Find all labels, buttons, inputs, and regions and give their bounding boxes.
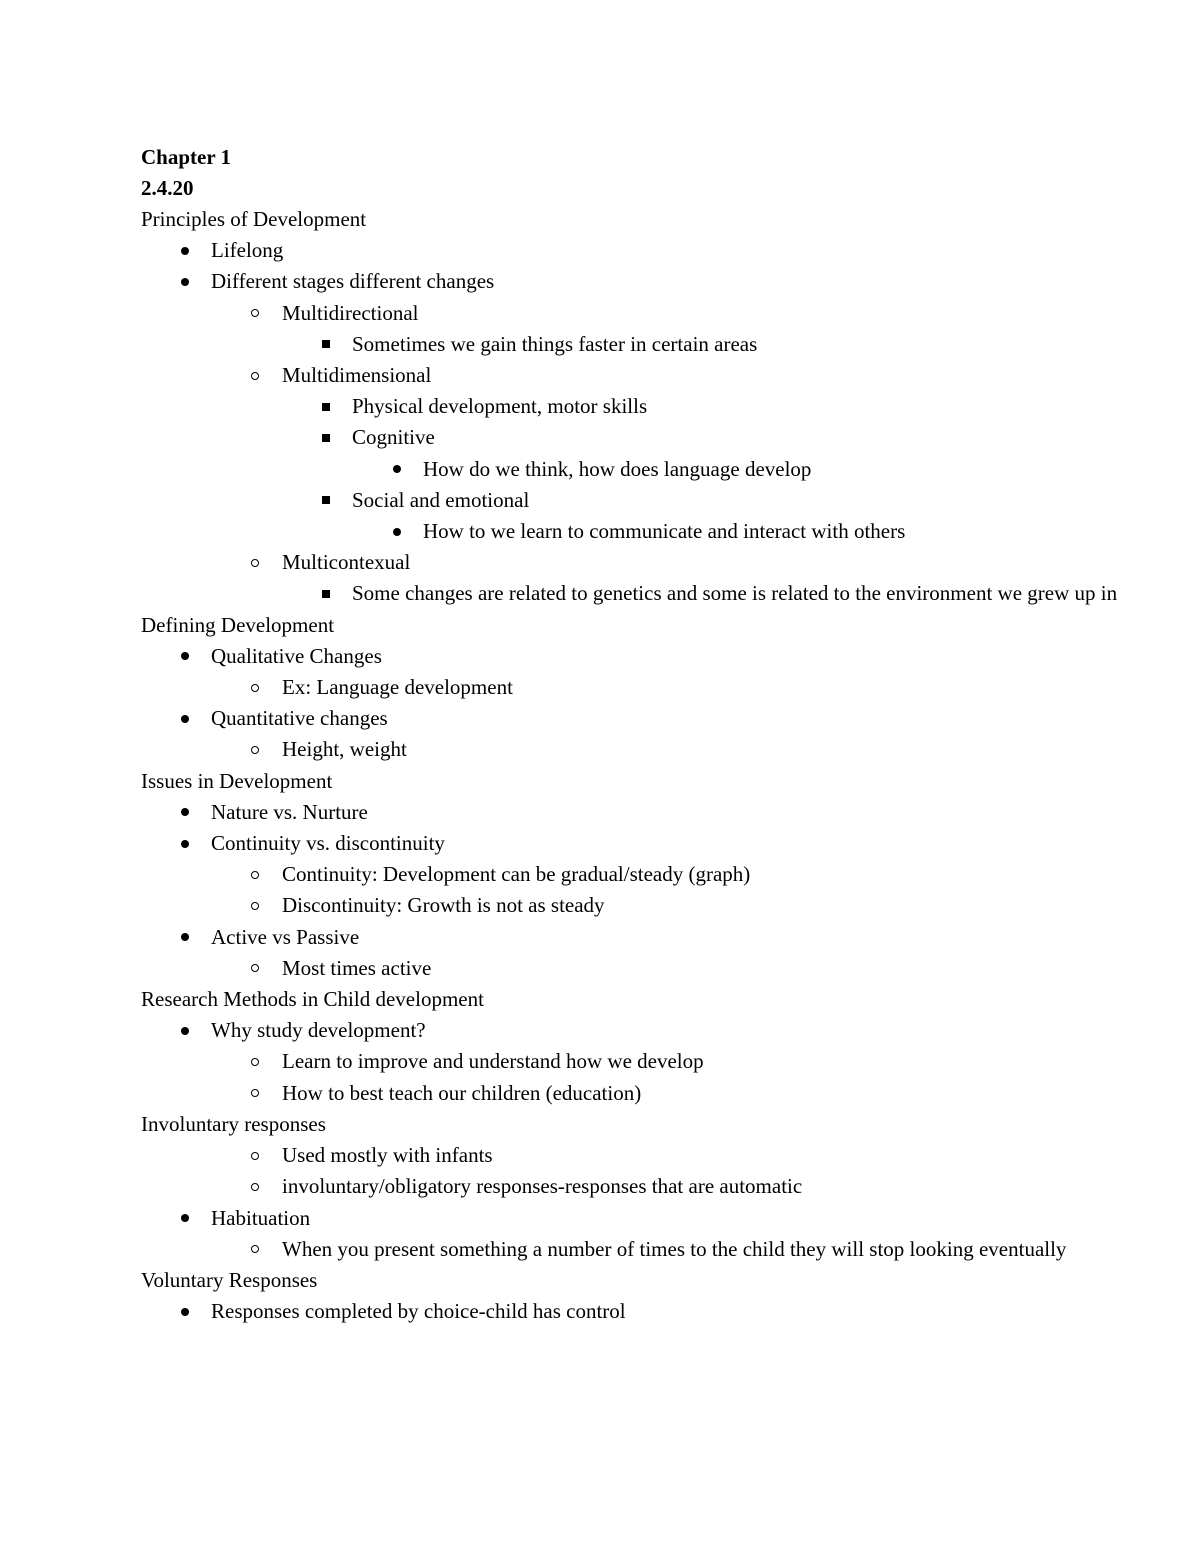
list-item-text: Habituation bbox=[211, 1205, 311, 1230]
circle-bullet-icon bbox=[247, 890, 263, 921]
disc-bullet-icon bbox=[177, 703, 193, 734]
list-item-text: Quantitative changes bbox=[211, 706, 388, 731]
circle-bullet-icon bbox=[247, 547, 263, 578]
circle-bullet-icon bbox=[247, 672, 263, 703]
list-item-text: Used mostly with infants bbox=[282, 1143, 493, 1168]
list-item bbox=[141, 922, 1101, 953]
section-heading-text: Issues in Development bbox=[141, 768, 333, 793]
list-item-text: Different stages different changes bbox=[211, 269, 495, 294]
list-item-text: Responses completed by choice-child has control bbox=[211, 1299, 626, 1324]
list-item-text: How do we think, how does language develop bbox=[423, 456, 812, 481]
circle-bullet-icon bbox=[247, 1234, 263, 1265]
square-bullet-icon bbox=[318, 391, 334, 422]
list-item-text: Cognitive bbox=[352, 425, 435, 450]
date-line: 2.4.20 bbox=[141, 176, 194, 200]
list-item-text: Continuity: Development can be gradual/steady (graph) bbox=[282, 862, 751, 887]
outline-list bbox=[141, 204, 1118, 1327]
section-heading bbox=[141, 1109, 1101, 1140]
circle-bullet-icon bbox=[247, 953, 263, 984]
circle-bullet-icon bbox=[247, 859, 263, 890]
list-item bbox=[141, 1296, 1101, 1327]
square-bullet-icon bbox=[318, 329, 334, 360]
list-item bbox=[141, 859, 1101, 890]
disc-bullet-icon bbox=[177, 1203, 193, 1234]
section-heading-text: Research Methods in Child development bbox=[141, 987, 484, 1012]
list-item bbox=[141, 1078, 1101, 1109]
section-heading bbox=[141, 984, 1101, 1015]
list-item bbox=[141, 422, 1101, 453]
circle-bullet-icon bbox=[247, 360, 263, 391]
section-heading bbox=[141, 610, 1101, 641]
list-item bbox=[141, 672, 1101, 703]
list-item-text: Multidimensional bbox=[282, 363, 432, 388]
list-item bbox=[141, 1171, 1101, 1202]
list-item bbox=[141, 266, 1101, 297]
disc-bullet-icon bbox=[177, 235, 193, 266]
list-item bbox=[141, 734, 1101, 765]
section-heading bbox=[141, 766, 1101, 797]
document-body bbox=[141, 142, 1118, 1327]
list-item bbox=[141, 298, 1101, 329]
list-item bbox=[141, 391, 1101, 422]
list-item bbox=[141, 516, 1101, 547]
circle-bullet-icon bbox=[247, 298, 263, 329]
list-item bbox=[141, 828, 1101, 859]
list-item bbox=[141, 1234, 1200, 1265]
list-item bbox=[141, 360, 1101, 391]
disc-bullet-icon bbox=[177, 266, 193, 297]
list-item bbox=[141, 953, 1101, 984]
section-heading-text: Defining Development bbox=[141, 612, 335, 637]
list-item-text: Physical development, motor skills bbox=[352, 394, 648, 419]
list-item bbox=[141, 641, 1101, 672]
list-item-text: Multicontexual bbox=[282, 550, 411, 575]
disc-bullet-icon bbox=[177, 641, 193, 672]
disc-bullet-icon bbox=[177, 828, 193, 859]
disc-bullet-icon bbox=[389, 516, 405, 547]
chapter-title: Chapter 1 bbox=[141, 145, 232, 169]
list-item-text: When you present something a number of times to the child they will stop looking eventually bbox=[282, 1236, 1067, 1261]
list-item-text: Social and emotional bbox=[352, 487, 530, 512]
list-item-text: Ex: Language development bbox=[282, 675, 513, 700]
list-item bbox=[141, 1046, 1101, 1077]
square-bullet-icon bbox=[318, 578, 334, 609]
disc-bullet-icon bbox=[177, 922, 193, 953]
circle-bullet-icon bbox=[247, 1171, 263, 1202]
section-heading bbox=[141, 1265, 1101, 1296]
list-item-text: Most times active bbox=[282, 955, 432, 980]
list-item-text: How to we learn to communicate and interact with others bbox=[423, 519, 906, 544]
section-heading-text: Principles of Development bbox=[141, 207, 367, 231]
list-item-text: Learn to improve and understand how we develop bbox=[282, 1049, 704, 1074]
list-item bbox=[141, 1140, 1101, 1171]
list-item-text: Qualitative Changes bbox=[211, 643, 382, 668]
section-heading bbox=[141, 204, 1101, 235]
circle-bullet-icon bbox=[247, 1078, 263, 1109]
list-item bbox=[141, 485, 1101, 516]
list-item bbox=[141, 547, 1101, 578]
list-item-text: Active vs Passive bbox=[211, 924, 360, 949]
circle-bullet-icon bbox=[247, 1046, 263, 1077]
list-item-text: Multidirectional bbox=[282, 300, 419, 325]
disc-bullet-icon bbox=[389, 454, 405, 485]
list-item-text: Some changes are related to genetics and some is related to the environment we grew up in bbox=[352, 581, 1118, 606]
list-item bbox=[141, 890, 1101, 921]
list-item bbox=[141, 797, 1101, 828]
list-item bbox=[141, 1015, 1101, 1046]
list-item-text: Height, weight bbox=[282, 737, 407, 762]
list-item-text: involuntary/obligatory responses-responses that are automatic bbox=[282, 1174, 803, 1199]
list-item-text: Why study development? bbox=[211, 1018, 426, 1043]
list-item-text: Lifelong bbox=[211, 238, 284, 263]
list-item-text: Continuity vs. discontinuity bbox=[211, 831, 445, 856]
circle-bullet-icon bbox=[247, 734, 263, 765]
list-item bbox=[141, 235, 1101, 266]
list-item bbox=[141, 329, 1101, 360]
list-item bbox=[141, 578, 1162, 609]
disc-bullet-icon bbox=[177, 1296, 193, 1327]
list-item bbox=[141, 454, 1101, 485]
list-item-text: Discontinuity: Growth is not as steady bbox=[282, 893, 605, 918]
list-item-text: Nature vs. Nurture bbox=[211, 799, 368, 824]
list-item-text: Sometimes we gain things faster in certain areas bbox=[352, 331, 758, 356]
list-item bbox=[141, 1203, 1101, 1234]
disc-bullet-icon bbox=[177, 797, 193, 828]
circle-bullet-icon bbox=[247, 1140, 263, 1171]
list-item-text: How to best teach our children (education) bbox=[282, 1080, 642, 1105]
section-heading-text: Voluntary Responses bbox=[141, 1267, 318, 1292]
square-bullet-icon bbox=[318, 422, 334, 453]
list-item bbox=[141, 703, 1101, 734]
disc-bullet-icon bbox=[177, 1015, 193, 1046]
section-heading-text: Involuntary responses bbox=[141, 1111, 326, 1136]
square-bullet-icon bbox=[318, 485, 334, 516]
